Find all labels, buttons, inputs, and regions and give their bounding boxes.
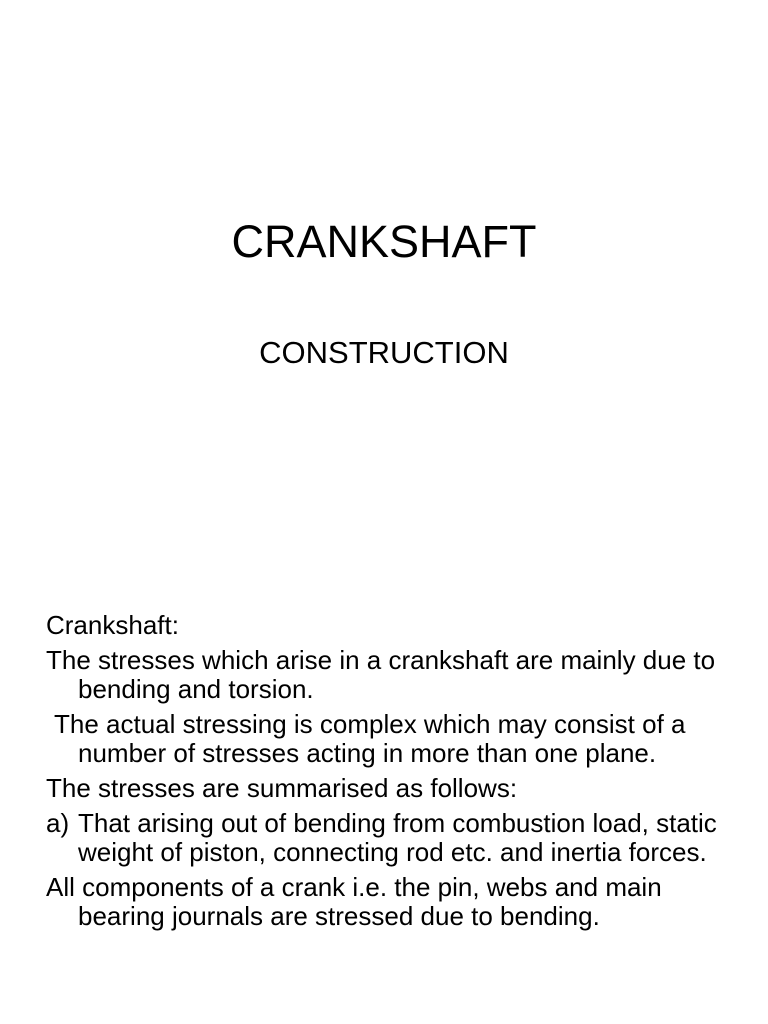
slide-title: CRANKSHAFT — [231, 216, 537, 267]
body-paragraph-1: The stresses which arise in a crankshaft are mainly due to bending and torsion. — [46, 645, 716, 704]
body-heading: Crankshaft: — [46, 610, 179, 640]
list-item-a — [46, 809, 746, 867]
body-paragraph-4: All components of a crank i.e. the pin, webs and main bearing journals are stressed due to bending. — [46, 872, 662, 931]
slide-subtitle: CONSTRUCTION — [259, 335, 509, 370]
body-paragraph-3: The stresses are summarised as follows: — [46, 773, 518, 803]
list-item-marker: a) — [46, 808, 70, 838]
body-paragraph-2: The actual stressing is complex which may consist of a number of stresses acting in more than one plane. — [54, 709, 686, 768]
slide-body — [46, 611, 746, 937]
list-item-text: That arising out of bending from combustion load, static weight of piston, connecting rod etc. and inertia forces. — [78, 808, 717, 867]
